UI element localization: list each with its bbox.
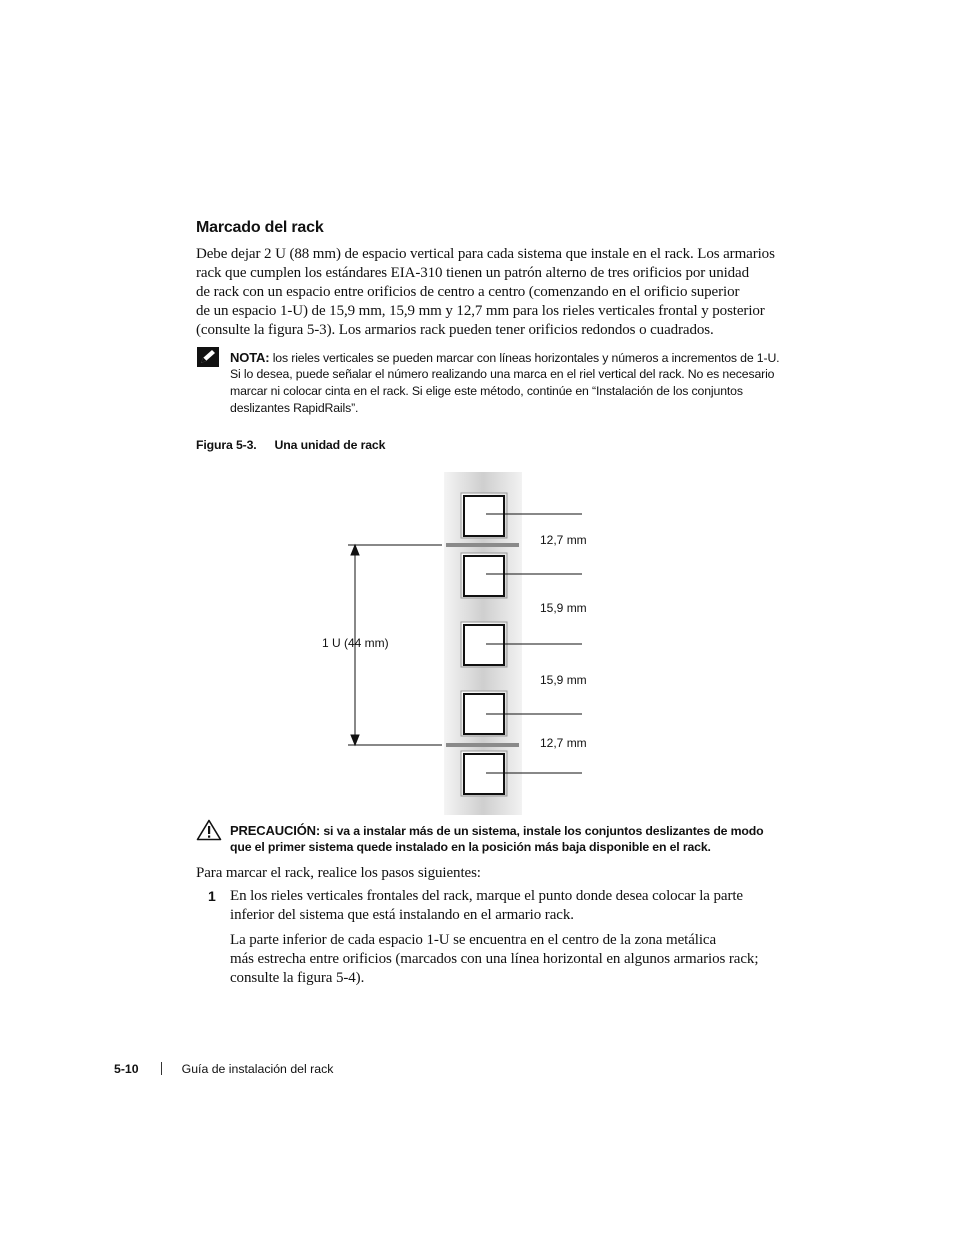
- rack-unit-figure: [300, 470, 600, 815]
- caution-label: PRECAUCIÓN:: [230, 823, 321, 838]
- caution-text: si va a instalar más de un sistema, instale los conjuntos deslizantes de modo: [320, 824, 764, 838]
- note-line: deslizantes RapidRails”.: [230, 401, 359, 415]
- caution-line: que el primer sistema quede instalado en la posición más baja disponible en el rack.: [230, 840, 711, 854]
- note-line: marcar ni colocar cinta en el rack. Si elige este método, continúe en “Instalación de los conjuntos: [230, 384, 743, 398]
- section-heading: Marcado del rack: [196, 219, 324, 236]
- rail-hole: [461, 493, 507, 538]
- note-label: NOTA:: [230, 350, 270, 365]
- intro-line: rack que cumplen los estándares EIA-310 tienen un patrón alterno de tres orificios por unidad: [196, 265, 750, 281]
- step-number: 1: [208, 888, 216, 904]
- page-number: 5-10: [114, 1062, 139, 1076]
- note-line: [230, 350, 779, 365]
- page-footer: [114, 1062, 333, 1076]
- figure-title: Una unidad de rack: [274, 438, 386, 452]
- note-line: Si lo desea, puede señalar el número realizando una marca en el riel vertical del rack. No es necesario: [230, 367, 775, 381]
- rail-hole: [461, 553, 507, 598]
- step-line: En los rieles verticales frontales del rack, marque el punto donde desea colocar la parte: [230, 888, 743, 904]
- steps-intro: Para marcar el rack, realice los pasos siguientes:: [196, 865, 481, 881]
- step-line: inferior del sistema que está instalando en el armario rack.: [230, 907, 574, 923]
- footer-separator: [161, 1062, 162, 1075]
- spacing-label: 12,7 mm: [540, 736, 587, 750]
- step-detail-line: más estrecha entre orificios (marcados con una línea horizontal en algunos armarios rack;: [230, 951, 759, 967]
- note-text: los rieles verticales se pueden marcar con líneas horizontales y números a incrementos de 1-U.: [269, 351, 780, 365]
- intro-line: (consulte la figura 5-3). Los armarios rack pueden tener orificios redondos o cuadrados.: [196, 322, 714, 338]
- step-detail-line: La parte inferior de cada espacio 1-U se encuentra en el centro de la zona metálica: [230, 932, 717, 948]
- intro-line: Debe dejar 2 U (88 mm) de espacio vertical para cada sistema que instale en el rack. Los armarios: [196, 246, 775, 262]
- spacing-label: 12,7 mm: [540, 533, 587, 547]
- intro-line: de un espacio 1-U) de 15,9 mm, 15,9 mm y 12,7 mm para los rieles verticales frontal y posterior: [196, 303, 765, 319]
- figure-caption: [196, 438, 385, 452]
- step-detail-line: consulte la figura 5-4).: [230, 970, 365, 986]
- unit-height-label: 1 U (44 mm): [322, 636, 389, 650]
- caution-line: [230, 823, 764, 838]
- caution-triangle-icon: [196, 819, 222, 841]
- intro-line: de rack con un espacio entre orificios de centro a centro (comenzando en el orificio superior: [196, 284, 740, 300]
- unit-boundary-mark: [446, 743, 519, 747]
- spacing-label: 15,9 mm: [540, 601, 587, 615]
- document-title: Guía de instalación del rack: [181, 1062, 334, 1076]
- figure-number: Figura 5-3.: [196, 438, 257, 452]
- unit-boundary-mark: [446, 543, 519, 547]
- note-pencil-icon: [197, 347, 219, 367]
- spacing-label: 15,9 mm: [540, 673, 587, 687]
